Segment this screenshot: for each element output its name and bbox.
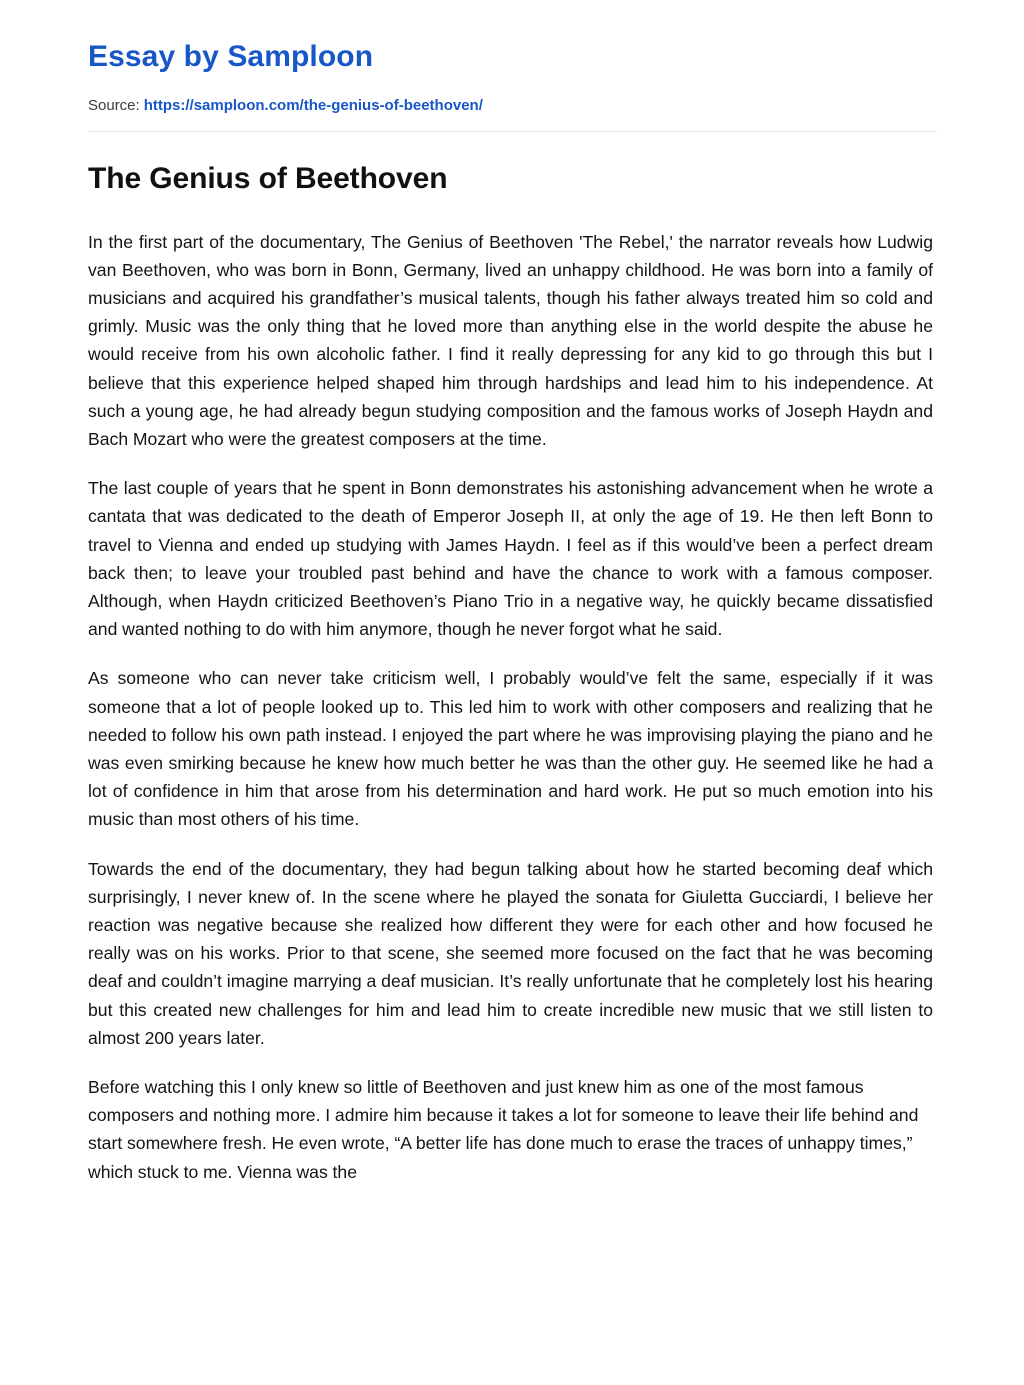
page-title: The Genius of Beethoven: [88, 162, 448, 195]
article-paragraph: The last couple of years that he spent in Bonn demonstrates his astonishing advancement when he wrote a cantata that was dedicated to the death of Emperor Joseph II, at only the age of 19. He then left Bonn to travel to Vienna and ended up studying with James Haydn. I feel as if this would’ve been a perfect dream back then; to leave your troubled past behind and have the chance to work with a famous composer. Although, when Haydn criticized Beethoven’s Piano Trio in a negative way, he quickly became dissatisfied and wanted nothing to do with him anymore, though he never forgot what he said.: [88, 478, 933, 640]
source-label: Source:: [88, 96, 140, 114]
article-paragraph: Before watching this I only knew so little of Beethoven and just knew him as one of the most famous composers and nothing more. I admire him because it takes a lot for someone to leave their life behind and start somewhere fresh. He even wrote, “A better life has done much to erase the traces of unhappy times,” which stuck to me. Vienna was the: [88, 1076, 919, 1182]
article-body: [88, 228, 936, 1186]
source-line: [88, 96, 936, 116]
article-container: [0, 160, 1024, 1186]
article-paragraph: In the first part of the documentary, The Genius of Beethoven 'The Rebel,' the narrator reveals how Ludwig van Beethoven, who was born in Bonn, Germany, lived an unhappy childhood. He was born into a family of musicians and acquired his grandfather’s musical talents, though his father always treated him so cold and grimly. Music was the only thing that he loved more than anything else in the world despite the abuse he would receive from his own alcoholic father. I find it really depressing for any kid to go through this but I believe that this experience helped shaped him through hardships and lead him to his independence. At such a young age, he had already begun studying composition and the famous works of Joseph Haydn and Bach Mozart who were the greatest composers at the time.: [88, 231, 933, 449]
article-paragraph: As someone who can never take criticism well, I probably would’ve felt the same, especially if it was someone that a lot of people looked up to. This led him to work with other composers and realizing that he needed to follow his own path instead. I enjoyed the part where he was improvising playing the piano and he was even smirking because he knew how much better he was than the other guy. He seemed like he had a lot of confidence in him that arose from his determination and hard work. He put so much emotion into his music than most others of his time.: [88, 668, 933, 830]
source-url-link[interactable]: https://samploon.com/the-genius-of-beethoven/: [143, 96, 483, 114]
article-paragraph: Towards the end of the documentary, they had begun talking about how he started becoming deaf which surprisingly, I never knew of. In the scene where he played the sonata for Giuletta Gucciardi, I believe her reaction was negative because she realized how different they were for each other and how focused he really was on his works. Prior to that scene, she seemed more focused on the fact that he was becoming deaf and couldn’t imagine marrying a deaf musician. It’s really unfortunate that he completely lost his hearing but this created new challenges for him and lead him to create incredible new music that we still listen to almost 200 years later.: [88, 858, 933, 1048]
site-brand-title: Essay by Samploon: [88, 40, 374, 73]
header-divider: [88, 131, 937, 132]
document-header: [0, 0, 1024, 115]
